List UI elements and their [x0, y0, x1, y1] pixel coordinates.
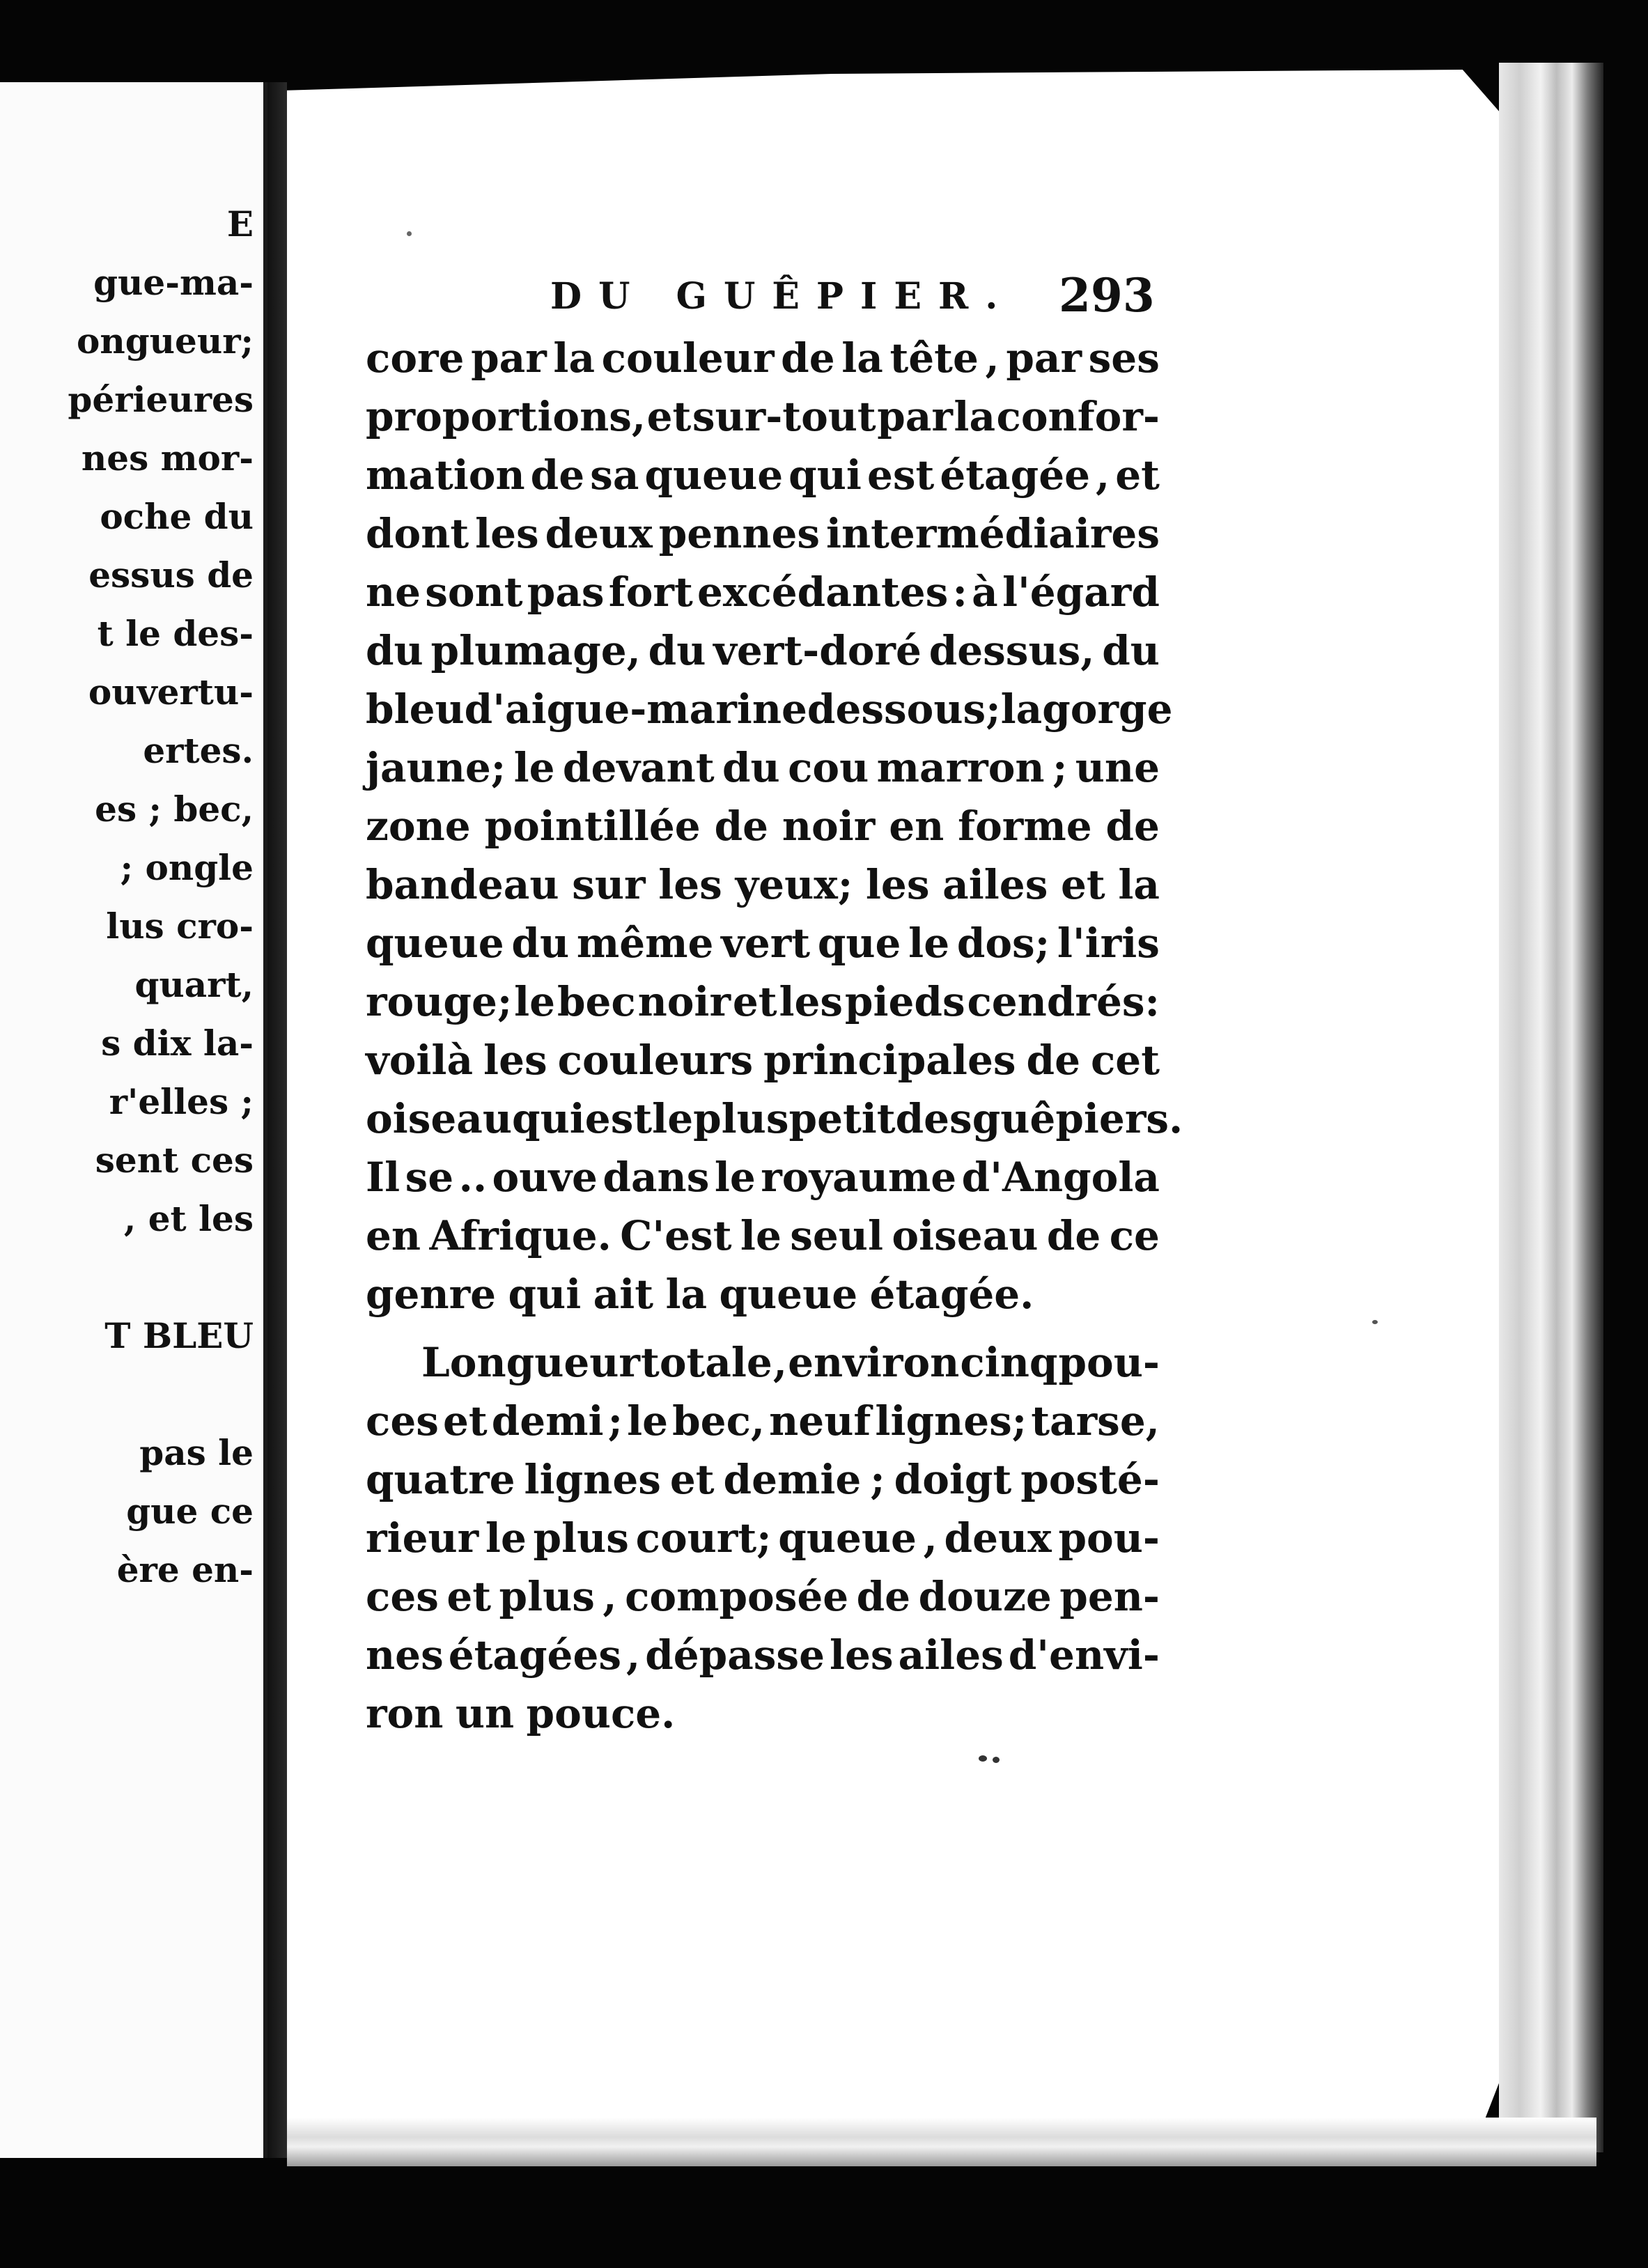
word: ailes	[942, 861, 1048, 908]
word: sur-tout	[692, 393, 876, 440]
word: Il	[366, 1154, 401, 1201]
word: zone	[366, 802, 471, 850]
text-line	[366, 1206, 1160, 1265]
word: jaune;	[366, 744, 506, 791]
word: mation	[366, 451, 525, 499]
word: posté-	[1020, 1456, 1160, 1503]
word: des	[895, 1095, 972, 1142]
word: totale	[641, 1339, 772, 1386]
text-line	[366, 504, 1160, 563]
word: guêpiers.	[972, 1095, 1183, 1142]
word: sur	[572, 861, 646, 908]
word: demie	[723, 1456, 862, 1503]
word: se	[405, 1154, 454, 1201]
word: d'Angola	[961, 1154, 1160, 1201]
word: est	[584, 1095, 653, 1142]
left-page-line: sent ces	[95, 1140, 254, 1181]
word: qui	[508, 1271, 582, 1318]
word: de	[530, 451, 585, 499]
word: ,	[626, 1631, 641, 1679]
word: ,	[772, 1339, 788, 1386]
word: le	[740, 1212, 782, 1259]
word: forme	[958, 802, 1092, 850]
left-page-line: essus de	[88, 554, 254, 596]
word: le	[652, 1095, 694, 1142]
word: bleu	[366, 685, 465, 733]
word: même	[576, 919, 714, 967]
left-page-line: , et les	[123, 1198, 254, 1239]
word: proportions,	[366, 393, 646, 440]
text-line	[366, 797, 1160, 855]
word: seul	[790, 1212, 884, 1259]
word: les	[658, 861, 722, 908]
text-line	[366, 1684, 1160, 1743]
left-page-line: gue-ma-	[93, 262, 254, 303]
word: oiseau	[366, 1095, 513, 1142]
word: cou	[788, 744, 869, 791]
word: rieur	[366, 1514, 479, 1562]
word: bec	[557, 978, 636, 1025]
word: et	[1061, 861, 1105, 908]
word: les	[865, 861, 930, 908]
word: dont	[366, 510, 469, 557]
word: ait	[593, 1271, 654, 1318]
word: :	[952, 568, 967, 616]
bottom-page-edges	[287, 2118, 1596, 2166]
word: court;	[635, 1514, 772, 1562]
word: est	[866, 451, 935, 499]
word: oiseau	[892, 1212, 1039, 1259]
word: la	[553, 334, 596, 382]
word: par	[1006, 334, 1082, 382]
text-line	[366, 621, 1160, 680]
left-page-line: es ; bec,	[95, 789, 254, 830]
word: genre	[366, 1271, 497, 1318]
word: cendrés:	[967, 978, 1160, 1025]
text-line	[366, 972, 1160, 1031]
word: yeux;	[735, 861, 853, 908]
left-facing-page	[0, 82, 267, 2158]
word: dessus,	[928, 627, 1095, 674]
word: principales	[763, 1036, 1016, 1084]
word: dépasse	[645, 1631, 825, 1679]
word: sont	[425, 568, 523, 616]
word: couleur	[601, 334, 775, 382]
word: et	[646, 393, 692, 440]
text-line	[366, 1333, 1160, 1392]
word: d'aigue-marine	[464, 685, 807, 733]
word: petit	[788, 1095, 896, 1142]
word: du	[366, 627, 423, 674]
word: de	[1046, 1212, 1101, 1259]
word: de	[1105, 802, 1160, 850]
ink-speck	[407, 231, 412, 236]
word: vert-doré	[713, 627, 922, 674]
word: deux	[545, 510, 653, 557]
ink-speck	[993, 1757, 1000, 1763]
text-line	[366, 1265, 1160, 1323]
word: composée	[625, 1573, 849, 1620]
word: qui	[512, 1095, 585, 1142]
word: du	[722, 744, 780, 791]
text-line	[366, 329, 1160, 387]
text-line	[366, 1392, 1160, 1450]
left-page-line: E	[226, 203, 254, 244]
word: pen-	[1059, 1573, 1160, 1620]
word: pennes	[658, 510, 821, 557]
word: ses	[1088, 334, 1160, 382]
word: étagées	[448, 1631, 622, 1679]
word: ;	[1052, 744, 1068, 791]
word: en	[366, 1212, 421, 1259]
text-line	[366, 387, 1160, 446]
text-line	[366, 1089, 1183, 1148]
word: par	[471, 334, 547, 382]
word: confor-	[996, 393, 1160, 440]
word: le	[714, 1154, 756, 1201]
word: queue	[366, 919, 504, 967]
word: pou-	[1058, 1339, 1160, 1386]
word: plus	[533, 1514, 629, 1562]
word: plus	[499, 1573, 595, 1620]
word: et	[732, 978, 777, 1025]
word: tête	[889, 334, 979, 382]
word: la	[665, 1271, 708, 1318]
word: excédantes	[697, 568, 949, 616]
text-line	[366, 914, 1160, 972]
word: ces	[366, 1397, 439, 1445]
word: plumage,	[430, 627, 641, 674]
left-page-line: oche du	[100, 496, 254, 537]
word: ce	[1109, 1212, 1160, 1259]
page-number: 293	[1059, 268, 1155, 323]
word: et	[669, 1456, 715, 1503]
word: et	[446, 1573, 492, 1620]
word: demi	[491, 1397, 604, 1445]
word: les	[483, 1036, 547, 1084]
word: la	[841, 334, 883, 382]
word: ces	[366, 1573, 439, 1620]
word: royaume	[761, 1154, 957, 1201]
word: ,	[603, 1573, 617, 1620]
word: du	[648, 627, 706, 674]
word: ne	[366, 568, 421, 616]
word: de	[1026, 1036, 1080, 1084]
word: queue	[644, 451, 784, 499]
word: tarse,	[1031, 1397, 1160, 1445]
left-page-line: s dix la-	[101, 1023, 254, 1064]
word: ailes	[898, 1631, 1004, 1679]
word: de	[781, 334, 835, 382]
word: en	[889, 802, 945, 850]
word: ..	[458, 1154, 488, 1201]
text-line	[366, 1509, 1160, 1567]
left-page-line: gue ce	[126, 1491, 254, 1532]
word: gorge	[1042, 685, 1173, 733]
word: ron	[366, 1690, 444, 1737]
text-line	[366, 1450, 1160, 1509]
word: de	[856, 1573, 911, 1620]
left-page-line: ertes.	[143, 730, 254, 771]
word: le	[908, 919, 950, 967]
text-line	[366, 1567, 1160, 1626]
word: de	[714, 802, 769, 850]
word: intermédiaires	[825, 510, 1160, 557]
ink-speck	[979, 1755, 987, 1762]
word: pas	[527, 568, 605, 616]
left-page-line: lus cro-	[106, 906, 254, 947]
text-line	[366, 446, 1160, 504]
word: qui	[788, 451, 862, 499]
word: pou-	[1058, 1514, 1160, 1562]
word: noir	[637, 978, 731, 1025]
word: l'iris	[1057, 919, 1160, 967]
word: voilà	[366, 1036, 474, 1084]
word: du	[511, 919, 570, 967]
left-page-line: ; ongle	[120, 847, 254, 888]
word: ,	[1096, 451, 1110, 499]
body-text	[366, 329, 1183, 1743]
word: à	[972, 568, 998, 616]
word: core	[366, 334, 465, 382]
word: et	[1115, 451, 1160, 499]
word: noir	[782, 802, 876, 850]
left-page-line: t le des-	[97, 613, 254, 654]
ink-speck	[1372, 1320, 1378, 1324]
word: la	[1000, 685, 1043, 733]
left-page-line: ongueur;	[77, 320, 254, 362]
word: marron	[876, 744, 1045, 791]
left-page-line: ouvertu-	[88, 671, 254, 713]
page-edges	[1499, 63, 1603, 2152]
left-page-line: T BLEU	[104, 1315, 254, 1356]
word: cet	[1090, 1036, 1160, 1084]
word: deux	[944, 1514, 1052, 1562]
word: quatre	[366, 1456, 515, 1503]
word: plus	[693, 1095, 789, 1142]
word: le	[514, 978, 556, 1025]
text-line	[366, 1148, 1160, 1206]
word: étagée.	[869, 1271, 1034, 1318]
word: queue	[719, 1271, 858, 1318]
word: étagée	[940, 451, 1090, 499]
word: dos;	[956, 919, 1050, 967]
word: dessous;	[807, 685, 1001, 733]
text-line	[366, 563, 1160, 621]
word: doigt	[894, 1456, 1012, 1503]
word: une	[1075, 744, 1160, 791]
running-head: DU GUÊPIER.	[550, 275, 1015, 318]
word: dans	[603, 1154, 710, 1201]
left-page-line: r'elles ;	[109, 1081, 254, 1122]
word: que	[817, 919, 901, 967]
word: couleurs	[557, 1036, 754, 1084]
word: ;	[607, 1397, 623, 1445]
word: les	[779, 978, 844, 1025]
left-page-line: pas le	[139, 1432, 254, 1473]
word: pointillée	[484, 802, 701, 850]
word: les	[829, 1631, 894, 1679]
word: lignes	[524, 1456, 661, 1503]
word: Longueur	[421, 1339, 640, 1386]
word: vert	[721, 919, 811, 967]
word: ,	[923, 1514, 938, 1562]
word: pouce.	[526, 1690, 676, 1737]
text-line	[366, 738, 1160, 797]
left-page-line: ère en-	[116, 1549, 254, 1590]
word: Afrique.	[429, 1212, 612, 1259]
left-page-line: nes mor-	[81, 437, 254, 479]
word: environ	[788, 1339, 960, 1386]
left-page-line: périeures	[68, 379, 254, 420]
word: bandeau	[366, 861, 559, 908]
word: bec,	[672, 1397, 765, 1445]
word: rouge;	[366, 978, 513, 1025]
word: la	[954, 393, 996, 440]
text-line	[366, 1626, 1160, 1684]
word: neuf	[769, 1397, 871, 1445]
word: ,	[985, 334, 1000, 382]
word: par	[877, 393, 953, 440]
word: ;	[870, 1456, 885, 1503]
word: le	[627, 1397, 669, 1445]
word: devant	[562, 744, 715, 791]
word: et	[442, 1397, 488, 1445]
text-line	[366, 1031, 1160, 1089]
word: la	[1118, 861, 1160, 908]
word: queue	[778, 1514, 917, 1562]
word: le	[513, 744, 555, 791]
text-line	[366, 855, 1160, 914]
word: l'égard	[1002, 568, 1160, 616]
word: les	[475, 510, 539, 557]
paragraph-gap	[366, 1323, 1160, 1333]
word: lignes;	[875, 1397, 1027, 1445]
word: C'est	[620, 1212, 732, 1259]
left-page-line: quart,	[134, 964, 254, 1005]
word: un	[455, 1690, 515, 1737]
word: douze	[918, 1573, 1052, 1620]
word: sa	[590, 451, 639, 499]
word: cinq	[960, 1339, 1058, 1386]
word: ouve	[492, 1154, 598, 1201]
text-line	[366, 680, 1173, 738]
word: pieds	[844, 978, 965, 1025]
book-gutter	[267, 82, 287, 2158]
word: nes	[366, 1631, 444, 1679]
word: le	[485, 1514, 527, 1562]
word: d'envi-	[1008, 1631, 1160, 1679]
word: fort	[608, 568, 693, 616]
word: du	[1102, 627, 1160, 674]
